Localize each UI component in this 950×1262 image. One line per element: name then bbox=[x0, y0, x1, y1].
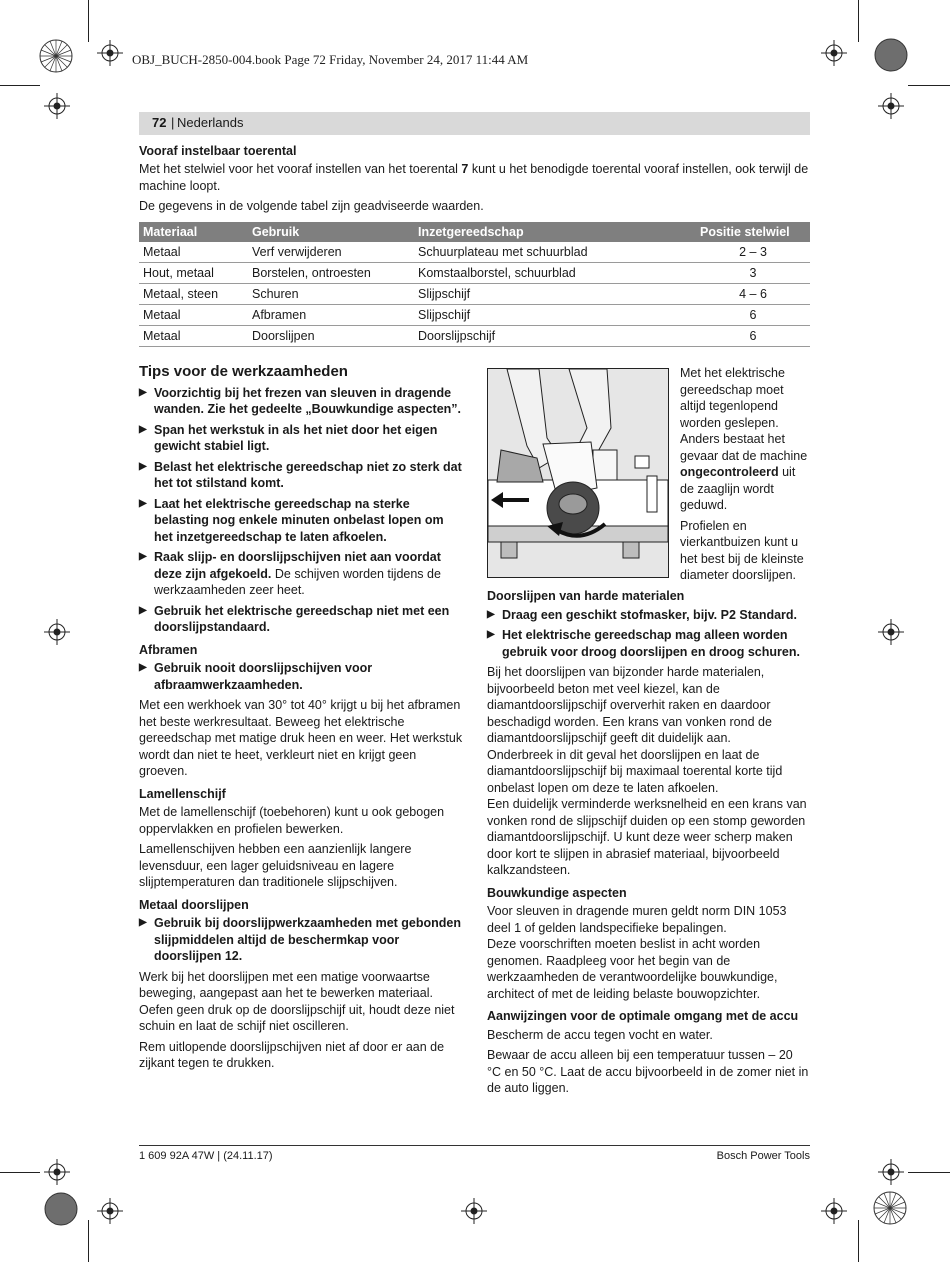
text: uit de zaaglijn wordt geduwd. bbox=[680, 465, 796, 512]
cell: 4 – 6 bbox=[696, 284, 810, 305]
column-header: Inzetgereedschap bbox=[414, 222, 696, 242]
emphasis: ongecontroleerd bbox=[680, 465, 779, 479]
book-info-line: OBJ_BUCH-2850-004.book Page 72 Friday, November 24, 2017 11:44 AM bbox=[132, 52, 529, 67]
cutting-illustration bbox=[487, 368, 669, 578]
paragraph bbox=[139, 161, 810, 194]
tip-item bbox=[139, 660, 464, 693]
bullet-triangle-icon: ▶ bbox=[139, 423, 147, 435]
section-title: Metaal doorslijpen bbox=[139, 897, 249, 912]
paragraph: Met de lamellenschijf (toebehoren) kunt u ook gebogen oppervlakken en profielen bewerken. bbox=[139, 805, 445, 836]
section-title: Bouwkundige aspecten bbox=[487, 885, 627, 900]
figure-caption bbox=[680, 365, 810, 588]
bullet-triangle-icon: ▶ bbox=[139, 460, 147, 472]
paragraph: Profielen en vierkantbuizen kunt u het best bij de kleinste diameter doorslijpen. bbox=[680, 518, 804, 582]
tip-item bbox=[139, 603, 464, 636]
footer-doc-number: 1 609 92A 47W | (24.11.17) bbox=[139, 1150, 273, 1162]
cell: 6 bbox=[696, 305, 810, 326]
crop-mark bbox=[0, 85, 40, 86]
tip-text: Gebruik het elektrische gereedschap niet met een doorslijpstandaard. bbox=[154, 603, 450, 634]
tip-item bbox=[139, 915, 464, 965]
text: Met het elektrische gereedschap moet altijd tegenlopend worden geslepen. Anders bestaat het gevaar dat de machine bbox=[680, 366, 808, 463]
gray-disc-icon bbox=[44, 1192, 78, 1226]
cell: 3 bbox=[696, 263, 810, 284]
bullet-triangle-icon: ▶ bbox=[139, 497, 147, 509]
tip-text: Span het werkstuk in als het niet door het eigen gewicht stabiel ligt. bbox=[154, 422, 438, 453]
tip-item bbox=[139, 549, 464, 599]
crosshair-icon bbox=[461, 1198, 487, 1224]
paragraph bbox=[680, 365, 810, 514]
cell: Metaal bbox=[139, 305, 248, 326]
tip-item bbox=[139, 459, 464, 492]
crosshair-icon bbox=[878, 1159, 904, 1185]
bullet-triangle-icon: ▶ bbox=[139, 551, 147, 562]
crosshair-icon bbox=[821, 40, 847, 66]
paragraph: Een duidelijk verminderde werksnelheid en een krans van vonken rond de slijpschijf duiden op een stomp geworden diamantdoorslijpschijf. U kunt deze weer scherp maken door kort te slijpen in abrasief materiaal, bijvoorbeeld kalkzandsteen. bbox=[487, 797, 807, 877]
tip-item bbox=[139, 422, 464, 455]
bullet-triangle-icon: ▶ bbox=[487, 608, 495, 620]
cell: Borstelen, ontroesten bbox=[248, 263, 414, 284]
bullet-triangle-icon: ▶ bbox=[139, 917, 147, 928]
cell: Metaal, steen bbox=[139, 284, 248, 305]
table-row bbox=[139, 326, 810, 347]
footer-brand: Bosch Power Tools bbox=[716, 1150, 810, 1162]
paragraph: Bij het doorslijpen van bijzonder harde materialen, bijvoorbeeld beton met veel kiezel, kan de diamantdoorslijpschijf oververhit raken en daardoor beschadigd worden. Een krans van vonken rond de diamantdoorslijpschijf geeft dit duidelijk aan. bbox=[487, 665, 772, 745]
tip-item bbox=[139, 496, 464, 546]
cell: Doorslijpschijf bbox=[414, 326, 696, 347]
cell: Komstaalborstel, schuurblad bbox=[414, 263, 696, 284]
paragraph: Bewaar de accu alleen bij een temperatuur tussen – 20 °C en 50 °C. Laat de accu bijvoorbeeld in de zomer niet in de auto liggen. bbox=[487, 1048, 809, 1095]
page-language: Nederlands bbox=[177, 115, 244, 130]
reference-number: 7 bbox=[461, 162, 469, 176]
section-title: Afbramen bbox=[139, 642, 198, 657]
paragraph: Met een werkhoek van 30° tot 40° krijgt u bij het afbramen het beste werkresultaat. Beweeg het elektrische gereedschap met matige druk heen en weer. Het werkstuk wordt dan niet te heet, verkleurt niet en krijgt geen groeven. bbox=[139, 698, 463, 778]
tip-text: Raak slijp- en doorslijpschijven niet aan voordat deze zijn afgekoeld. bbox=[154, 550, 441, 581]
cell: Schuurplateau met schuurblad bbox=[414, 242, 696, 263]
cell: Metaal bbox=[139, 326, 248, 347]
registration-mark-icon bbox=[38, 38, 74, 74]
crosshair-icon bbox=[97, 1198, 123, 1224]
table-row bbox=[139, 305, 810, 326]
header-separator: | bbox=[171, 115, 175, 130]
crop-mark bbox=[858, 1220, 859, 1262]
bullet-triangle-icon: ▶ bbox=[487, 629, 495, 640]
text: kunt u het benodigde toerental vooraf instellen, ook terwijl de machine loopt. bbox=[139, 162, 809, 193]
crosshair-icon bbox=[44, 93, 70, 119]
registration-mark-icon bbox=[872, 1190, 908, 1226]
paragraph: Onderbreek in dit geval het doorslijpen en laat de diamantdoorslijpschijf bij maximaal toerental korte tijd onbelast lopen om deze te laten afkoelen. bbox=[487, 747, 783, 795]
cell: Schuren bbox=[248, 284, 414, 305]
paragraph: Werk bij het doorslijpen met een matige voorwaartse beweging, aangepast aan het te bewerken materiaal. Oefen geen druk op de doorslijpschijf uit, houdt deze niet schuin en laat de schijf niet oscilleren. bbox=[139, 969, 455, 1033]
cell: Slijpschijf bbox=[414, 284, 696, 305]
crop-mark bbox=[908, 1172, 950, 1173]
paragraph: Bescherm de accu tegen vocht en water. bbox=[487, 1027, 713, 1042]
tip-text: Gebruik bij doorslijpwerkzaamheden met gebonden slijpmiddelen altijd de beschermkap voor doorslijpen 12. bbox=[154, 916, 462, 963]
paragraph: Rem uitlopende doorslijpschijven niet af door er aan de zijkant tegen te drukken. bbox=[139, 1039, 445, 1070]
page-header bbox=[139, 112, 810, 135]
column-header: Positie stelwiel bbox=[696, 222, 810, 242]
paragraph: Voor sleuven in dragende muren geldt norm DIN 1053 deel 1 of gelden landspecifieke bepalingen. bbox=[487, 904, 787, 935]
crop-mark bbox=[858, 0, 859, 42]
bullet-triangle-icon: ▶ bbox=[139, 604, 147, 616]
tip-text-normal: De schijven worden tijdens de werkzaamheden zeer heet. bbox=[154, 566, 441, 597]
cell: 2 – 3 bbox=[696, 242, 810, 263]
table-row bbox=[139, 242, 810, 263]
crop-mark bbox=[0, 1172, 40, 1173]
bullet-triangle-icon: ▶ bbox=[139, 386, 147, 398]
cell: Metaal bbox=[139, 242, 248, 263]
cell: Doorslijpen bbox=[248, 326, 414, 347]
section-title: Vooraf instelbaar toerental bbox=[139, 144, 297, 158]
cell: Afbramen bbox=[248, 305, 414, 326]
bullet-triangle-icon: ▶ bbox=[139, 662, 147, 673]
tip-item bbox=[139, 385, 464, 418]
speed-table bbox=[139, 222, 810, 347]
crosshair-icon bbox=[44, 1159, 70, 1185]
tip-item bbox=[487, 607, 810, 624]
tip-text: Draag een geschikt stofmasker, bijv. P2 Standard. bbox=[502, 607, 798, 622]
page-number: 72 bbox=[152, 115, 167, 130]
crop-mark bbox=[908, 85, 950, 86]
section-title: Doorslijpen van harde materialen bbox=[487, 589, 685, 603]
crosshair-icon bbox=[878, 93, 904, 119]
footer-rule bbox=[139, 1145, 810, 1146]
tip-text: Voorzichtig bij het frezen van sleuven in dragende wanden. Zie het gedeelte „Bouwkundige aspecten”. bbox=[154, 385, 462, 416]
cell: Slijpschijf bbox=[414, 305, 696, 326]
crosshair-icon bbox=[44, 619, 70, 645]
crosshair-icon bbox=[878, 619, 904, 645]
crop-mark bbox=[88, 1220, 89, 1262]
crosshair-icon bbox=[97, 40, 123, 66]
section-heading: Tips voor de werkzaamheden bbox=[139, 363, 348, 380]
tip-item bbox=[487, 627, 810, 660]
table-row bbox=[139, 263, 810, 284]
tip-text: Belast het elektrische gereedschap niet zo sterk dat het tot stilstand komt. bbox=[154, 459, 462, 490]
tip-text: Gebruik nooit doorslijpschijven voor afbraamwerkzaamheden. bbox=[154, 661, 373, 692]
paragraph: Lamellenschijven hebben een aanzienlijk langere levensduur, een lager geluidsniveau en lagere slijptemperaturen dan traditionele slijpschijven. bbox=[139, 842, 412, 889]
column-header: Materiaal bbox=[139, 222, 248, 242]
table-row bbox=[139, 284, 810, 305]
tip-text: Het elektrische gereedschap mag alleen worden gebruik voor droog doorslijpen en droog schuren. bbox=[502, 628, 800, 659]
section-title: Lamellenschijf bbox=[139, 786, 226, 801]
cell: Verf verwijderen bbox=[248, 242, 414, 263]
crop-mark bbox=[88, 0, 89, 42]
right-column bbox=[487, 588, 810, 1101]
table-header-row bbox=[139, 222, 810, 242]
crosshair-icon bbox=[821, 1198, 847, 1224]
left-column bbox=[139, 364, 464, 1076]
paragraph: De gegevens in de volgende tabel zijn geadviseerde waarden. bbox=[139, 199, 484, 213]
preset-section bbox=[139, 143, 810, 215]
column-header: Gebruik bbox=[248, 222, 414, 242]
section-title: Aanwijzingen voor de optimale omgang met de accu bbox=[487, 1009, 799, 1023]
cell: Hout, metaal bbox=[139, 263, 248, 284]
tip-text: Laat het elektrische gereedschap na sterke belasting nog enkele minuten onbelast lopen om het inzetgereedschap te laten afkoelen. bbox=[154, 496, 444, 544]
paragraph: Deze voorschriften moeten beslist in acht worden genomen. Raadpleeg voor het begin van de werkzaamheden de verantwoordelijke bouwkundige, architect of met de leiding belaste bouwopzichter. bbox=[487, 937, 778, 1001]
text: Met het stelwiel voor het vooraf instellen van het toerental bbox=[139, 162, 462, 176]
cell: 6 bbox=[696, 326, 810, 347]
gray-disc-icon bbox=[874, 38, 908, 72]
